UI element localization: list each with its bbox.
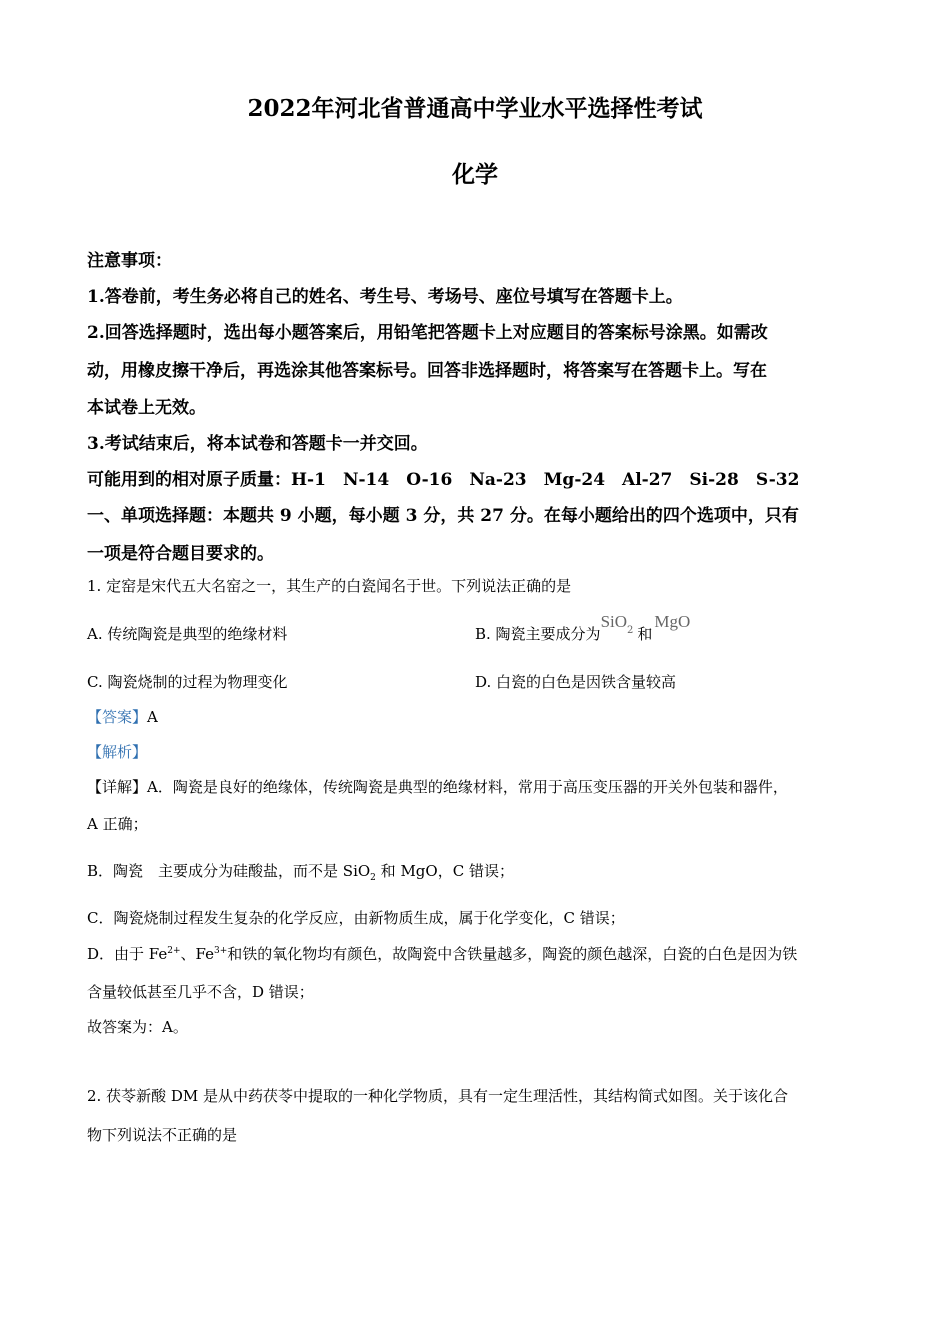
option-b-mgo: MgO [654,612,691,631]
detail-tag: 【详解】 [87,778,148,796]
atomic-mass-line: 可能用到的相对原子质量：H-1 N-14 O-16 Na-23 Mg-24 Al-27 Si-28 S-32 [87,470,800,490]
answer-tag: 【答案】 [87,708,148,726]
notice-item-1: 1.答卷前，考生务必将自己的姓名、考生号、考场号、座位号填写在答题卡上。 [87,287,683,307]
question-2-stem-line-2: 物下列说法不正确的是 [87,1126,238,1144]
detail-b [87,860,514,881]
detail-d-line-1 [87,943,797,964]
detail-a-line-1 [87,776,788,797]
question-1-option-c: C. 陶瓷烧制的过程为物理变化 [87,673,288,691]
detail-d-sup-2: 3+ [214,946,228,956]
question-2-stem-line-1: 2. 茯苓新酸 DM 是从中药茯苓中提取的一种化学物质，具有一定生理活性，其结构简式如图。关于该化合 [87,1087,789,1105]
answer-line [87,706,158,727]
question-1-stem: 1. 定窑是宋代五大名窑之一，其生产的白瓷闻名于世。下列说法正确的是 [87,577,572,595]
detail-d-post: 和铁的氧化物均有颜色，故陶瓷中含铁量越多，陶瓷的颜色越深，白瓷的白色是因为铁 [227,945,798,963]
notice-item-2-line-3: 本试卷上无效。 [87,398,206,418]
detail-c: C．陶瓷烧制过程发生复杂的化学反应，由新物质生成，属于化学变化，C 错误； [87,909,625,927]
detail-d-pre: D．由于 Fe [87,945,168,963]
exam-title: 2022年河北省普通高中学业水平选择性考试 [247,95,703,122]
notice-heading: 注意事项： [87,251,172,271]
conclusion: 故答案为：A。 [87,1018,188,1036]
option-b-and: 和 [637,625,653,643]
subject-title: 化学 [452,161,498,188]
notice-item-3: 3.考试结束后，将本试卷和答题卡一并交回。 [87,434,428,454]
detail-d-mid: 、Fe [180,945,215,963]
detail-a-line-2: A 正确； [87,815,148,833]
detail-b-sub: 2 [370,873,376,883]
answer-value: A [147,708,158,726]
detail-b-pre: B．陶瓷 主要成分为硅酸盐，而不是 SiO [87,862,371,880]
question-1-option-a: A. 传统陶瓷是典型的绝缘材料 [87,625,288,643]
question-1-option-d: D. 白瓷的白色是因铁含量较高 [475,673,677,691]
option-b-sio: SiO [600,612,628,631]
section-1-heading-line-2: 一项是符合题目要求的。 [87,544,274,564]
option-b-sub: 2 [627,625,634,636]
analysis-tag: 【解析】 [87,743,148,761]
detail-a-text: A．陶瓷是良好的绝缘体，传统陶瓷是典型的绝缘材料，常用于高压变压器的开关外包装和器件， [147,778,788,796]
detail-d-sup-1: 2+ [167,946,181,956]
section-1-heading-line-1: 一、单项选择题：本题共 9 小题，每小题 3 分，共 27 分。在每小题给出的四个选项中，只有 [87,506,799,526]
detail-b-post: 和 MgO，C 错误； [375,862,514,880]
detail-d-line-2: 含量较低甚至几乎不含，D 错误； [87,983,314,1001]
notice-item-2-line-1: 2.回答选择题时，选出每小题答案后，用铅笔把答题卡上对应题目的答案标号涂黑。如需改 [87,323,768,343]
option-b-prefix: B. 陶瓷主要成分为 [475,625,601,643]
notice-item-2-line-2: 动，用橡皮擦干净后，再选涂其他答案标号。回答非选择题时，将答案写在答题卡上。写在 [87,361,767,381]
question-1-option-b [475,611,691,643]
